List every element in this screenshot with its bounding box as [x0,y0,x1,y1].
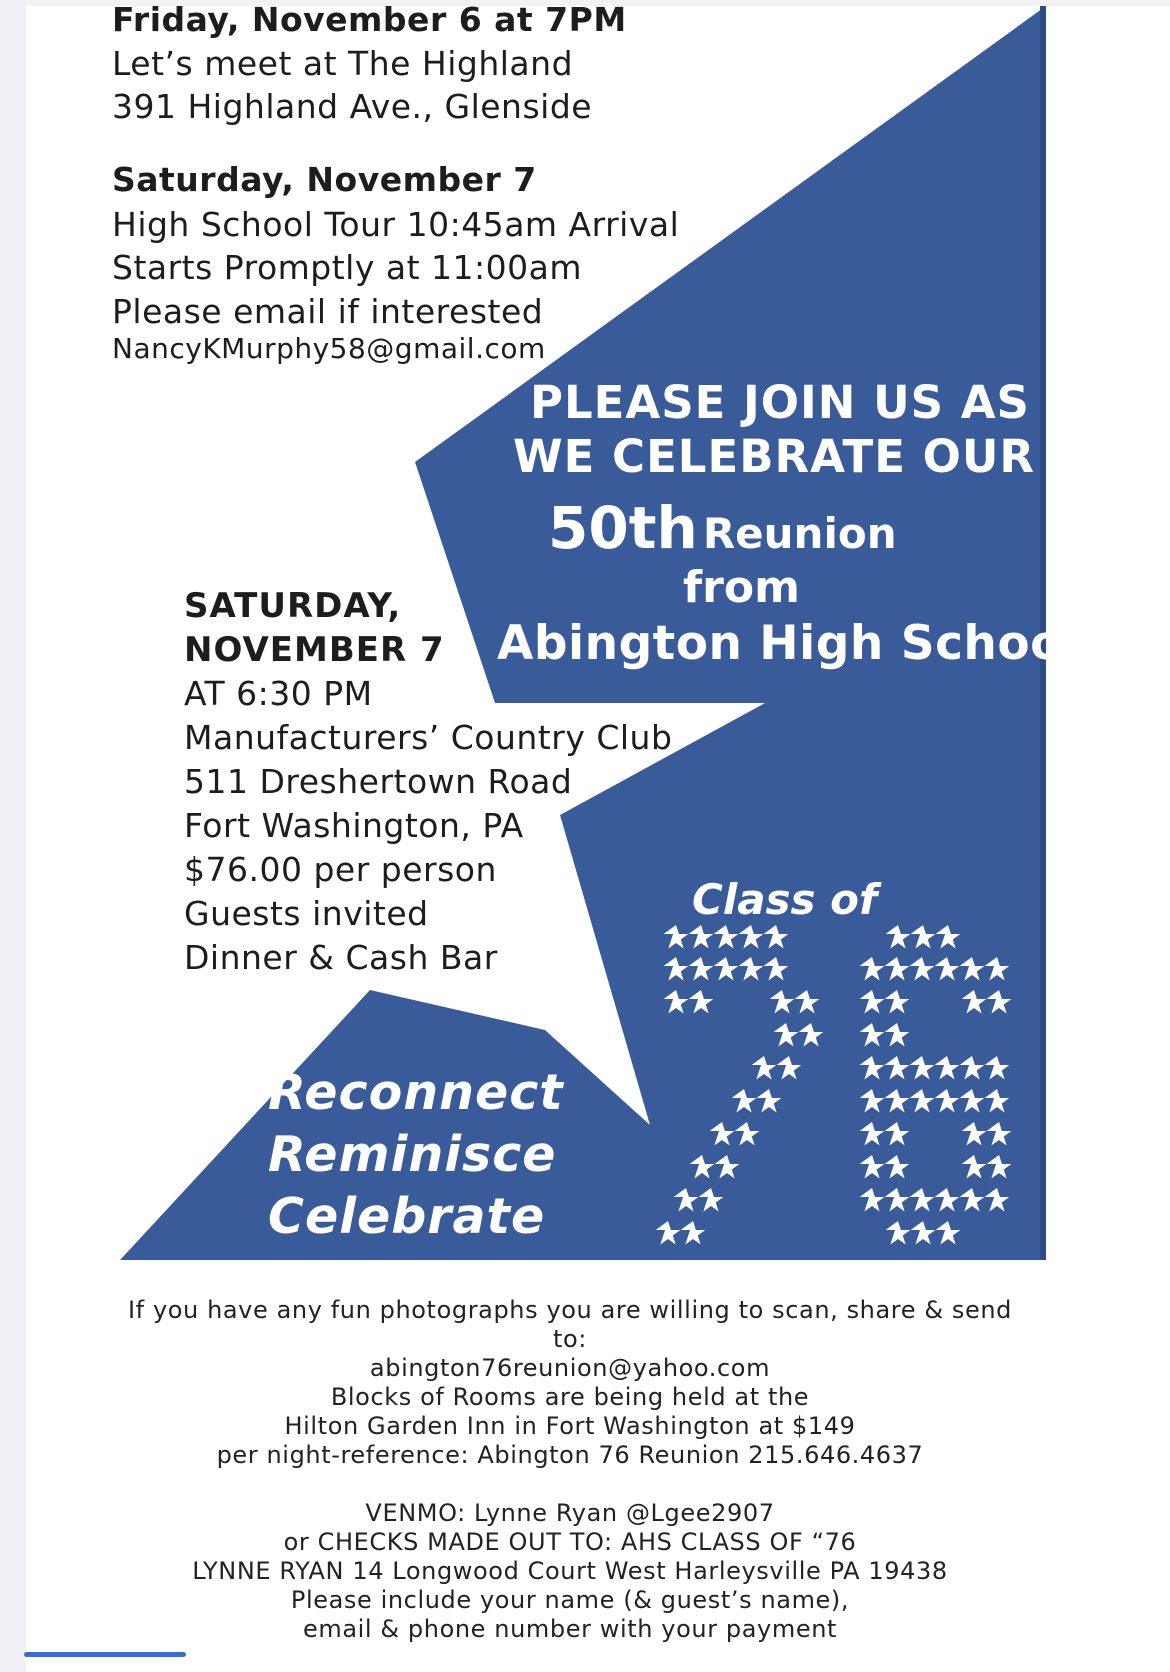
star-icon [962,1155,987,1179]
star-icon [886,1221,911,1245]
photos-email: abington76reunion@yahoo.com [369,1354,771,1382]
star-icon [699,1188,724,1212]
star-icon [860,990,885,1014]
star-icon [774,1023,799,1047]
star-icon [689,957,714,981]
dinner-heading-date: NOVEMBER 7 [184,630,445,670]
star-icon [910,1056,935,1080]
star-icon [799,1023,824,1047]
payment-include-name: Please include your name (& guest’s name), [290,1586,850,1614]
star-icon [910,1089,935,1113]
rooms-line-1: Blocks of Rooms are being held at the [330,1383,810,1411]
star-icon [987,1155,1012,1179]
star-icon [764,925,789,949]
rooms-section [120,1383,1020,1470]
payment-include-contact: email & phone number with your payment [302,1615,838,1643]
star-icon [860,957,885,981]
headline-line1: PLEASE JOIN US AS [530,376,1030,429]
star-icon [732,1089,757,1113]
star-icon [885,1155,910,1179]
star-icon [935,957,960,981]
star-icon [739,925,764,949]
star-icon [860,1089,885,1113]
photos-section [120,1296,1020,1383]
star-icon [664,925,689,949]
star-icon [710,1122,735,1146]
star-icon [886,925,911,949]
star-icon [885,990,910,1014]
star-icon [885,1023,910,1047]
dinner-time: AT 6:30 PM [184,674,373,713]
star-icon [714,957,739,981]
star-icon [860,1155,885,1179]
star-icon [985,1056,1010,1080]
star-icon [910,957,935,981]
star-icon [960,1089,985,1113]
tour-start: Starts Promptly at 11:00am [112,248,582,287]
star-icon [764,957,789,981]
fiftieth-label: 50th [548,494,698,562]
dinner-price: $76.00 per person [184,850,497,889]
star-icon [985,1089,1010,1113]
star-icon [936,925,961,949]
payment-section [120,1499,1020,1644]
payment-venmo: VENMO: Lynne Ryan @Lgee2907 [365,1499,775,1527]
star-icon [674,1188,699,1212]
star-icon [987,1122,1012,1146]
motto-reminisce: Reminisce [268,1126,557,1183]
photos-request: If you have any fun photographs you are willing to scan, share & send to: [127,1296,1012,1353]
star-icon [911,925,936,949]
scroll-indicator[interactable] [24,1652,186,1657]
reunion-label: Reunion [702,509,897,558]
tour-contact-email: NancyKMurphy58@gmail.com [112,332,546,365]
star-icon [885,1188,910,1212]
dinner-city: Fort Washington, PA [184,806,524,845]
star-icon [757,1089,782,1113]
motto-reconnect: Reconnect [268,1064,564,1121]
headline-line2: WE CELEBRATE OUR [513,430,1036,483]
star-icon [735,1122,760,1146]
friday-heading: Friday, November 6 at 7PM [112,0,627,39]
friday-address: 391 Highland Ave., Glenside [112,87,593,126]
star-icon [985,957,1010,981]
star-icon [770,990,795,1014]
star-icon [860,1056,885,1080]
star-icon [885,1122,910,1146]
star-icon [910,1188,935,1212]
dinner-venue: Manufacturers’ Country Club [184,718,673,757]
star-icon [714,925,739,949]
class-of-label: Class of [692,875,878,924]
rooms-line-3: per night-reference: Abington 76 Reunion 215.646.4637 [216,1441,924,1469]
saturday-tour-heading: Saturday, November 7 [112,160,537,199]
tour-email-note: Please email if interested [112,292,544,331]
tour-arrival: High School Tour 10:45am Arrival [112,205,680,244]
star-icon [681,1221,706,1245]
star-icon [689,990,714,1014]
star-icon [936,1221,961,1245]
star-icon [935,1188,960,1212]
star-icon [960,1056,985,1080]
star-icon [860,1188,885,1212]
star-icon [690,1155,715,1179]
motto-celebrate: Celebrate [268,1188,546,1245]
star-icon [985,1188,1010,1212]
dinner-heading-day: SATURDAY, [184,586,402,626]
star-icon [752,1056,777,1080]
friday-venue: Let’s meet at The Highland [112,44,574,83]
headline-from: from [683,562,800,613]
payment-checks: or CHECKS MADE OUT TO: AHS CLASS OF “76 [283,1528,857,1556]
star-icon [911,1221,936,1245]
star-icon [962,1122,987,1146]
rooms-line-2: Hilton Garden Inn in Fort Washington at $149 [284,1412,856,1440]
star-icon [935,1089,960,1113]
star-icon [885,957,910,981]
star-icon [885,1089,910,1113]
star-icon [739,957,764,981]
payment-address: LYNNE RYAN 14 Longwood Court West Harleysville PA 19438 [192,1557,948,1585]
dinner-guests: Guests invited [184,894,429,933]
star-icon [960,957,985,981]
star-icon [960,1188,985,1212]
star-icon [860,1023,885,1047]
dinner-street: 511 Dreshertown Road [184,762,573,801]
star-icon [689,925,714,949]
star-icon [860,1122,885,1146]
star-icon [885,1056,910,1080]
school-name: Abington High School [497,616,1080,671]
star-icon [962,990,987,1014]
dinner-bar: Dinner & Cash Bar [184,938,498,977]
star-icon [987,990,1012,1014]
star-icon [664,990,689,1014]
star-icon [795,990,820,1014]
star-icon [935,1056,960,1080]
star-icon [777,1056,802,1080]
star-icon [656,1221,681,1245]
star-icon [664,957,689,981]
star-icon [715,1155,740,1179]
